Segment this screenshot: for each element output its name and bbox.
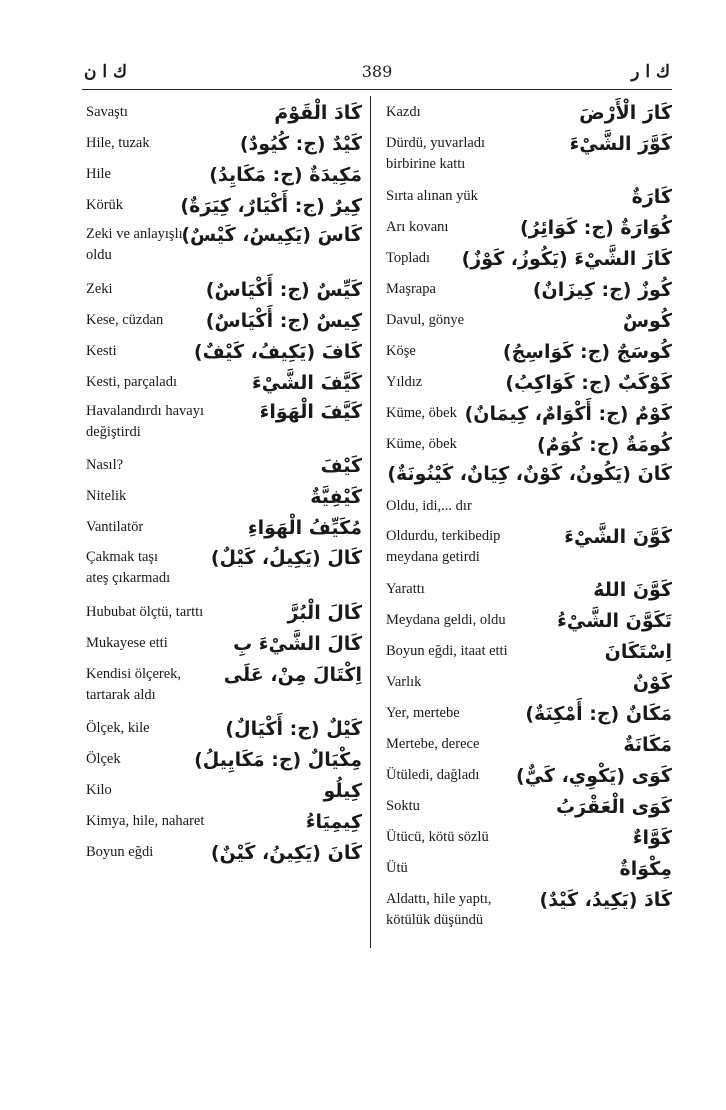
meaning-line: Soktu [386, 798, 420, 814]
meaning-line: Kese, cüzdan [86, 312, 164, 328]
arabic-headword: تَكَوَّنَ الشَّيْءُ [557, 610, 672, 632]
meaning-line: Hububat ölçtü, tarttı [86, 604, 204, 620]
dictionary-entry [386, 794, 672, 825]
dictionary-entry [386, 608, 672, 639]
dictionary-entry [386, 763, 672, 794]
turkish-meaning [386, 494, 672, 517]
meaning-line: Arı kovanı [386, 219, 449, 235]
arabic-headword: كَاسَ (يَكِيسُ، كَيْسٌ) [181, 224, 362, 246]
meaning-line: değiştirdi [86, 424, 141, 440]
dictionary-entry [86, 716, 362, 747]
meaning-line: Savaştı [86, 104, 128, 120]
arabic-headword: مَكَانٌ (ج: أَمْكِنَةٌ) [525, 703, 672, 725]
dictionary-entry [386, 339, 672, 370]
meaning-line: kötülük düşündü [386, 912, 484, 928]
dictionary-entry [86, 131, 362, 162]
arabic-headword: كُومَةٌ (ج: كُوَمٌ) [536, 434, 672, 456]
dictionary-entry [386, 184, 672, 215]
dictionary-entry [86, 339, 362, 370]
meaning-line: Körük [86, 197, 124, 213]
arabic-headword: مُكَيِّفُ الْهَوَاءِ [247, 517, 362, 539]
arabic-headword: كَوَّاءٌ [632, 827, 672, 849]
header-right-root: ك ا ر [631, 62, 670, 82]
dictionary-entry [386, 732, 672, 763]
meaning-line: Ölçek [86, 751, 121, 767]
arabic-headword: كُوزٌ (ج: كِيزَانٌ) [532, 279, 672, 301]
arabic-headword: كَيْفَ [320, 455, 362, 477]
meaning-line: tartarak aldı [86, 687, 156, 703]
arabic-headword: كَوَّرَ الشَّيْءَ [569, 133, 672, 155]
meaning-line: meydana getirdi [386, 549, 480, 565]
dictionary-entry [86, 277, 362, 308]
dictionary-entry [386, 401, 672, 432]
arabic-headword: مَكَانَةٌ [623, 734, 672, 756]
dictionary-entry [386, 246, 672, 277]
meaning-line: ateş çıkarmadı [86, 570, 171, 586]
arabic-headword: كِيرٌ (ج: أَكْيَارٌ، كِيَرَةٌ) [180, 195, 362, 217]
dictionary-entry [86, 840, 362, 871]
arabic-headword: كَيِّسٌ (ج: أَكْيَاسٌ) [205, 279, 362, 301]
arabic-headword: كَوَى الْعَقْرَبُ [556, 796, 672, 818]
arabic-headword: كُوسَجٌ (ج: كَوَاسِجُ) [502, 341, 672, 363]
meaning-line: Kendisi ölçerek, [86, 666, 182, 682]
meaning-line: Ütüledi, dağladı [386, 767, 480, 783]
turkish-meaning [386, 670, 672, 693]
arabic-headword: كِيلُو [323, 780, 362, 802]
dictionary-entry [386, 887, 672, 940]
meaning-line: Küme, öbek [386, 436, 457, 452]
dictionary-entry [386, 856, 672, 887]
dictionary-entry [86, 515, 362, 545]
meaning-line: oldu [86, 247, 112, 263]
arabic-headword: كَوَّنَ اللهُ [593, 579, 672, 601]
meaning-line: Yer, mertebe [386, 705, 460, 721]
arabic-headword: كَيَّفَ الْهَوَاءَ [259, 401, 362, 423]
dictionary-entry [86, 747, 362, 778]
meaning-line: Havalandırdı havayı [86, 403, 204, 419]
arabic-headword: كَافَ (يَكِيفُ، كَيْفٌ) [193, 341, 362, 363]
meaning-line: Ölçek, kile [86, 720, 150, 736]
dictionary-entry [386, 432, 672, 460]
arabic-headword: كَارَ الْأَرْضَ [579, 102, 672, 124]
arabic-headword: مِكْيَالٌ (ج: مَكَايِيلُ) [194, 749, 362, 771]
meaning-line: Topladı [386, 250, 431, 266]
turkish-meaning [386, 184, 672, 207]
dictionary-entry [386, 215, 672, 246]
meaning-line: Kilo [86, 782, 112, 798]
dictionary-entry [86, 100, 362, 131]
dictionary-entry [86, 662, 362, 716]
meaning-line: Mukayese etti [86, 635, 168, 651]
meaning-line: Hile [86, 166, 111, 182]
meaning-line: Çakmak taşı [86, 549, 159, 565]
meaning-line: Mertebe, derece [386, 736, 480, 752]
arabic-headword: كَادَ (يَكِيدُ، كَيْدٌ) [539, 889, 672, 911]
dictionary-entry [86, 308, 362, 339]
dictionary-entry [86, 193, 362, 222]
meaning-line: Oldu, idi,... dır [386, 498, 472, 514]
dictionary-entry [386, 100, 672, 131]
meaning-line: Nitelik [86, 488, 127, 504]
arabic-headword: كِيسٌ (ج: أَكْيَاسٌ) [205, 310, 362, 332]
meaning-line: Küme, öbek [386, 405, 457, 421]
header-left-root: ك ا ن [84, 62, 128, 82]
arabic-headword: كَيْفِيَّةٌ [310, 486, 362, 508]
arabic-headword: كُوسٌ [622, 310, 672, 332]
meaning-line: Aldattı, hile yaptı, [386, 891, 492, 907]
dictionary-entry [86, 484, 362, 515]
arabic-headword: كَارَةٌ [631, 186, 672, 208]
meaning-line: Zeki [86, 281, 113, 297]
meaning-line: birbirine kattı [386, 156, 466, 172]
meaning-line: Ütü [386, 860, 408, 876]
arabic-headword: كَوْنٌ [632, 672, 672, 694]
dictionary-entry [86, 222, 362, 277]
arabic-headword: مِكْوَاةٌ [619, 858, 672, 880]
dictionary-entry [386, 701, 672, 732]
arabic-headword: كَوْمٌ (ج: أَكْوَامٌ، كِيمَانٌ) [464, 403, 672, 425]
arabic-headword: كَادَ الْقَوْمَ [274, 102, 362, 124]
dictionary-entry [86, 370, 362, 399]
meaning-line: Ütücü, kötü sözlü [386, 829, 489, 845]
meaning-line: Hile, tuzak [86, 135, 150, 151]
meaning-line: Kesti [86, 343, 117, 359]
arabic-headword: مَكِيدَةٌ (ج: مَكَايِدُ) [209, 164, 362, 186]
page-number: 389 [361, 62, 393, 81]
arabic-headword: كُوَارَةٌ (ج: كَوَائِرُ) [520, 217, 672, 239]
dictionary-entry [86, 809, 362, 840]
meaning-line: Dürdü, yuvarladı [386, 135, 486, 151]
dictionary-entry [86, 399, 362, 453]
meaning-line: Meydana geldi, oldu [386, 612, 506, 628]
meaning-line: Boyun eğdi [86, 844, 154, 860]
column-separator [370, 96, 371, 948]
arabic-headword: اِكْتَالَ مِنْ، عَلَى [223, 664, 362, 686]
dictionary-entry [386, 825, 672, 856]
meaning-line: Sırta alınan yük [386, 188, 478, 204]
meaning-line: Zeki ve anlayışlı [86, 226, 183, 242]
meaning-line: Maşrapa [386, 281, 436, 297]
meaning-line: Kimya, hile, naharet [86, 813, 205, 829]
meaning-line: Boyun eğdi, itaat etti [386, 643, 508, 659]
dictionary-entry [386, 308, 672, 339]
arabic-headword: اِسْتَكَانَ [604, 641, 672, 663]
page-header [84, 62, 670, 86]
dictionary-entry [86, 162, 362, 193]
turkish-meaning [386, 825, 672, 848]
meaning-line: Kazdı [386, 104, 421, 120]
arabic-headword: كَوْكَبٌ (ج: كَوَاكِبُ) [505, 372, 672, 394]
arabic-headword: كَانَ (يَكُونُ، كَوْنٌ، كِيَانٌ، كَيْنُونَةٌ) [387, 463, 672, 485]
arabic-headword: كَالَ الشَّيْءَ بِ [233, 633, 362, 655]
meaning-line: Köşe [386, 343, 416, 359]
arabic-headword: كَوَّنَ الشَّيْءَ [564, 526, 672, 548]
right-column [386, 100, 672, 940]
dictionary-entry [386, 460, 672, 494]
dictionary-entry [86, 631, 362, 662]
arabic-headword: كَيْلٌ (ج: أَكْيَالٌ) [225, 718, 362, 740]
arabic-headword: كِيمِيَاءُ [305, 811, 362, 833]
dictionary-entry [386, 131, 672, 184]
dictionary-entry [86, 778, 362, 809]
arabic-headword: كَانَ (يَكِينُ، كَيْنٌ) [210, 842, 362, 864]
meaning-line: Kesti, parçaladı [86, 374, 177, 390]
arabic-headword: كَيْدٌ (ج: كُيُودٌ) [239, 133, 362, 155]
dictionary-entry [386, 670, 672, 701]
dictionary-entry [86, 545, 362, 600]
dictionary-entry [386, 277, 672, 308]
header-rule [82, 89, 672, 90]
meaning-line: Vantilatör [86, 519, 144, 535]
arabic-headword: كَوَى (يَكْوِي، كَيٌّ) [516, 765, 672, 787]
dictionary-entry [386, 577, 672, 608]
dictionary-entry [386, 524, 672, 577]
dictionary-entry [86, 600, 362, 631]
dictionary-entry [386, 639, 672, 670]
meaning-line: Yıldız [386, 374, 423, 390]
dictionary-entry [386, 494, 672, 524]
meaning-line: Yarattı [386, 581, 425, 597]
turkish-meaning [86, 778, 362, 801]
meaning-line: Varlık [386, 674, 422, 690]
dictionary-entry [86, 453, 362, 484]
meaning-line: Oldurdu, terkibedip [386, 528, 501, 544]
dictionary-entry [386, 370, 672, 401]
arabic-headword: كَالَ (يَكِيلُ، كَيْلٌ) [210, 547, 362, 569]
arabic-headword: كَازَ الشَّيْءَ (يَكُوزُ، كَوْزٌ) [461, 248, 672, 270]
meaning-line: Nasıl? [86, 457, 124, 473]
meaning-line: Davul, gönye [386, 312, 465, 328]
arabic-headword: كَيَّفَ الشَّيْءَ [252, 372, 362, 394]
arabic-headword: كَالَ الْبُرَّ [287, 602, 362, 624]
left-column [86, 100, 362, 871]
